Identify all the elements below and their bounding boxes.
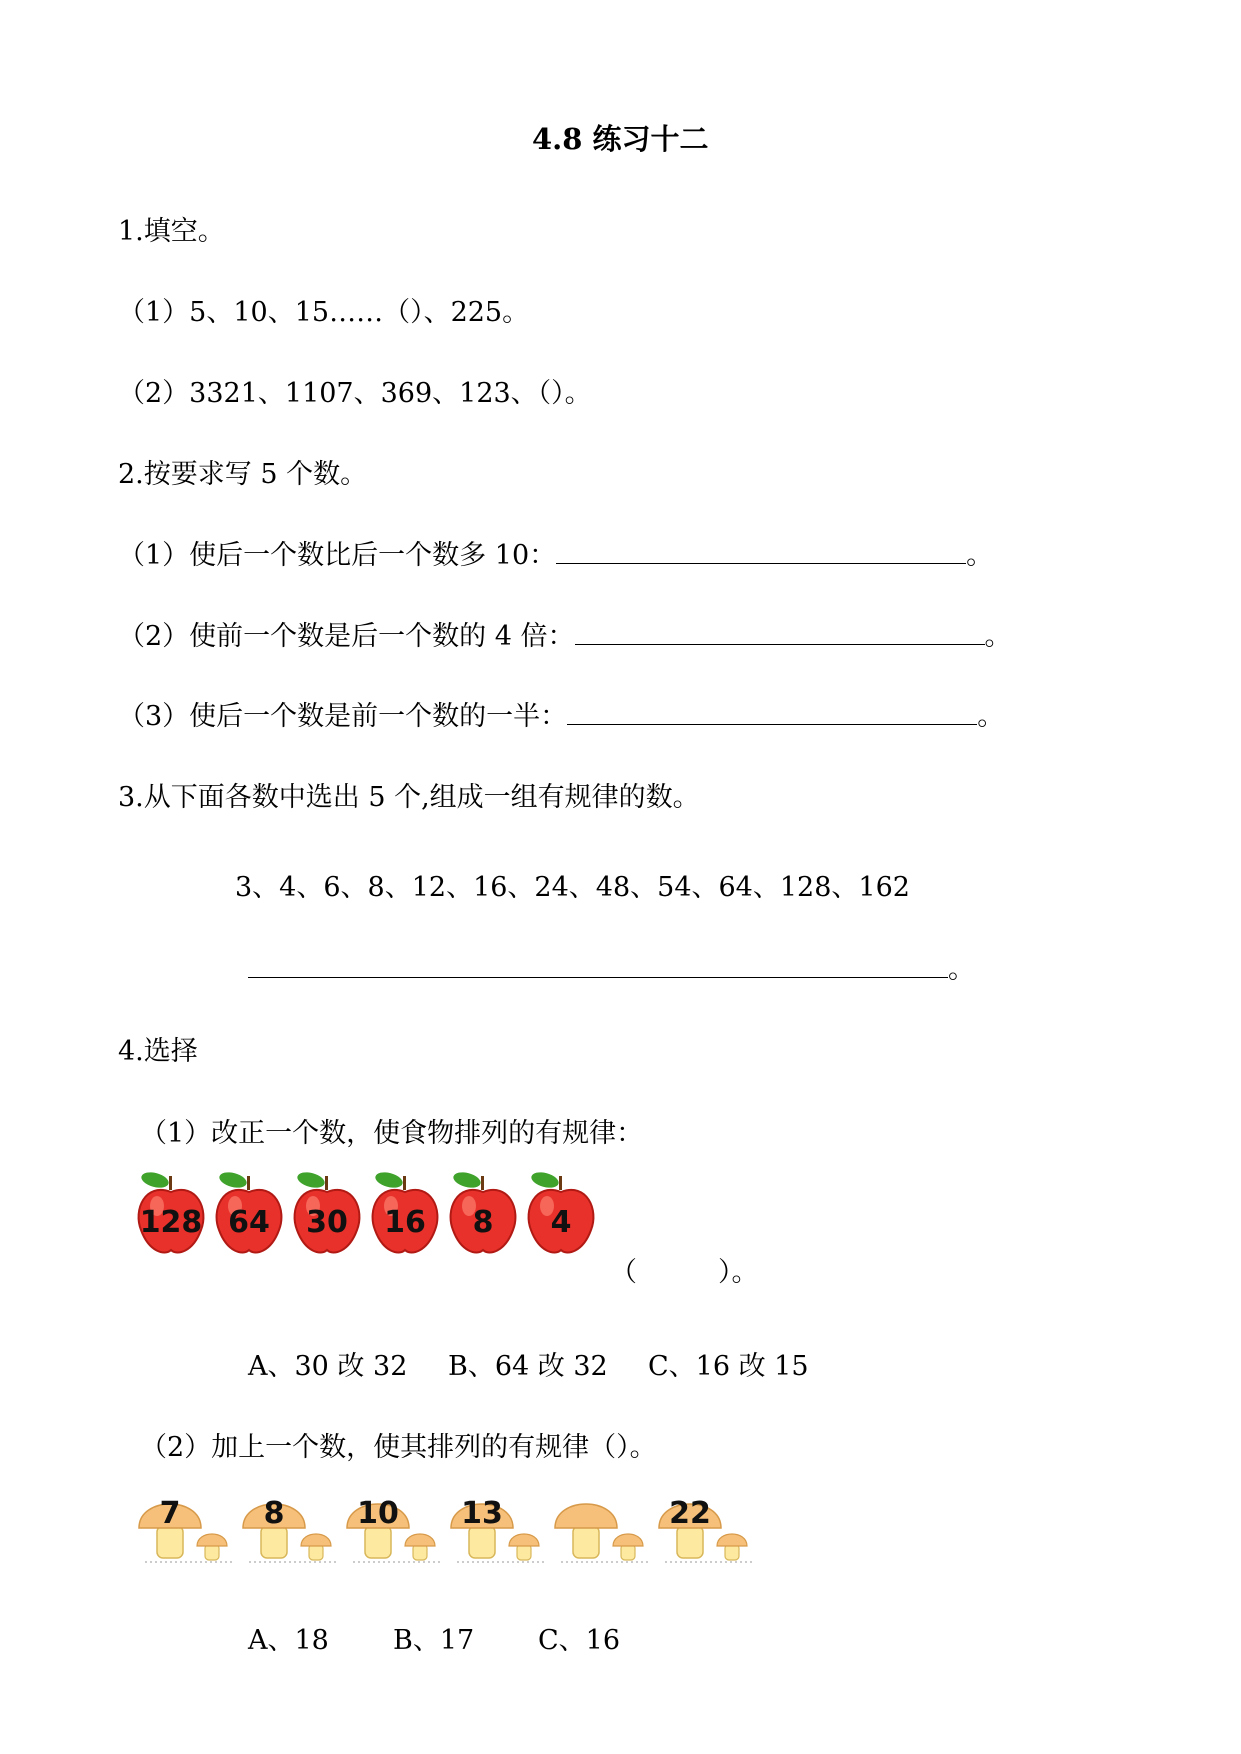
question-3-numbers: 3、4、6、8、12、16、24、48、54、64、128、162	[235, 872, 910, 903]
mushroom-icon	[655, 1490, 765, 1564]
mushroom-number: 13	[461, 1496, 503, 1531]
question-2-item-2-text: （2）使前一个数是后一个数的 4 倍：	[118, 621, 575, 652]
question-4-sub-1-prompt: （1）改正一个数，使食物排列的有规律：	[140, 1118, 644, 1149]
apple-number: 8	[472, 1205, 494, 1240]
apple-number: 64	[228, 1205, 270, 1240]
question-2-item-2	[118, 620, 1012, 654]
option-a[interactable]: A、18	[248, 1625, 329, 1656]
apple-number: 4	[550, 1205, 572, 1240]
question-1-item-2: （2）3321、1107、369、123、（）。	[118, 378, 592, 409]
apple-icon	[135, 1170, 207, 1256]
apple-number: 128	[139, 1205, 203, 1240]
apple-number: 16	[384, 1205, 426, 1240]
apple-icon	[447, 1170, 519, 1256]
mushroom-number: 8	[263, 1496, 285, 1531]
mushroom-row	[135, 1490, 775, 1570]
answer-paren-blank[interactable]: （ ）。	[610, 1257, 759, 1288]
question-4-sub-2-prompt: （2）加上一个数，使其排列的有规律（）。	[140, 1432, 657, 1463]
answer-blank[interactable]	[567, 702, 977, 725]
question-2-item-3	[118, 700, 1004, 734]
mushroom-number: 7	[159, 1496, 181, 1531]
answer-blank[interactable]	[556, 541, 966, 564]
option-c[interactable]: C、16 改 15	[648, 1351, 809, 1382]
apple-icon	[213, 1170, 285, 1256]
apple-row	[135, 1170, 605, 1266]
apple-icon	[525, 1170, 597, 1256]
question-3-heading: 3.从下面各数中选出 5 个,组成一组有规律的数。	[118, 782, 700, 813]
question-3-answer-line	[248, 953, 975, 987]
option-b[interactable]: B、64 改 32	[448, 1351, 608, 1382]
end-mark: 。	[966, 540, 994, 571]
apple-number: 30	[306, 1205, 348, 1240]
option-c[interactable]: C、16	[538, 1625, 621, 1656]
option-a[interactable]: A、30 改 32	[248, 1351, 408, 1382]
question-2-item-1	[118, 539, 993, 573]
answer-blank[interactable]	[575, 622, 985, 645]
mushroom-number: 10	[357, 1496, 399, 1531]
option-b[interactable]: B、17	[393, 1625, 475, 1656]
apple-icon	[369, 1170, 441, 1256]
question-2-heading: 2.按要求写 5 个数。	[118, 459, 368, 490]
question-4-heading: 4.选择	[118, 1036, 198, 1067]
question-1-heading: 1.填空。	[118, 216, 225, 247]
mushroom-icon	[447, 1490, 557, 1564]
mushroom-icon	[551, 1490, 661, 1564]
end-mark: 。	[948, 954, 975, 985]
answer-blank[interactable]	[248, 955, 948, 978]
question-1-item-1: （1）5、10、15……（）、225。	[118, 297, 530, 328]
apple-icon	[291, 1170, 363, 1256]
end-mark: 。	[977, 701, 1005, 732]
question-2-item-1-text: （1）使后一个数比后一个数多 10：	[118, 540, 557, 571]
mushroom-number: 22	[669, 1496, 711, 1531]
mushroom-icon	[343, 1490, 453, 1564]
mushroom-icon	[135, 1490, 245, 1564]
mushroom-icon	[239, 1490, 349, 1564]
end-mark: 。	[984, 621, 1012, 652]
question-2-item-3-text: （3）使后一个数是前一个数的一半：	[118, 701, 568, 732]
page-title: 4.8 练习十二	[532, 122, 709, 156]
